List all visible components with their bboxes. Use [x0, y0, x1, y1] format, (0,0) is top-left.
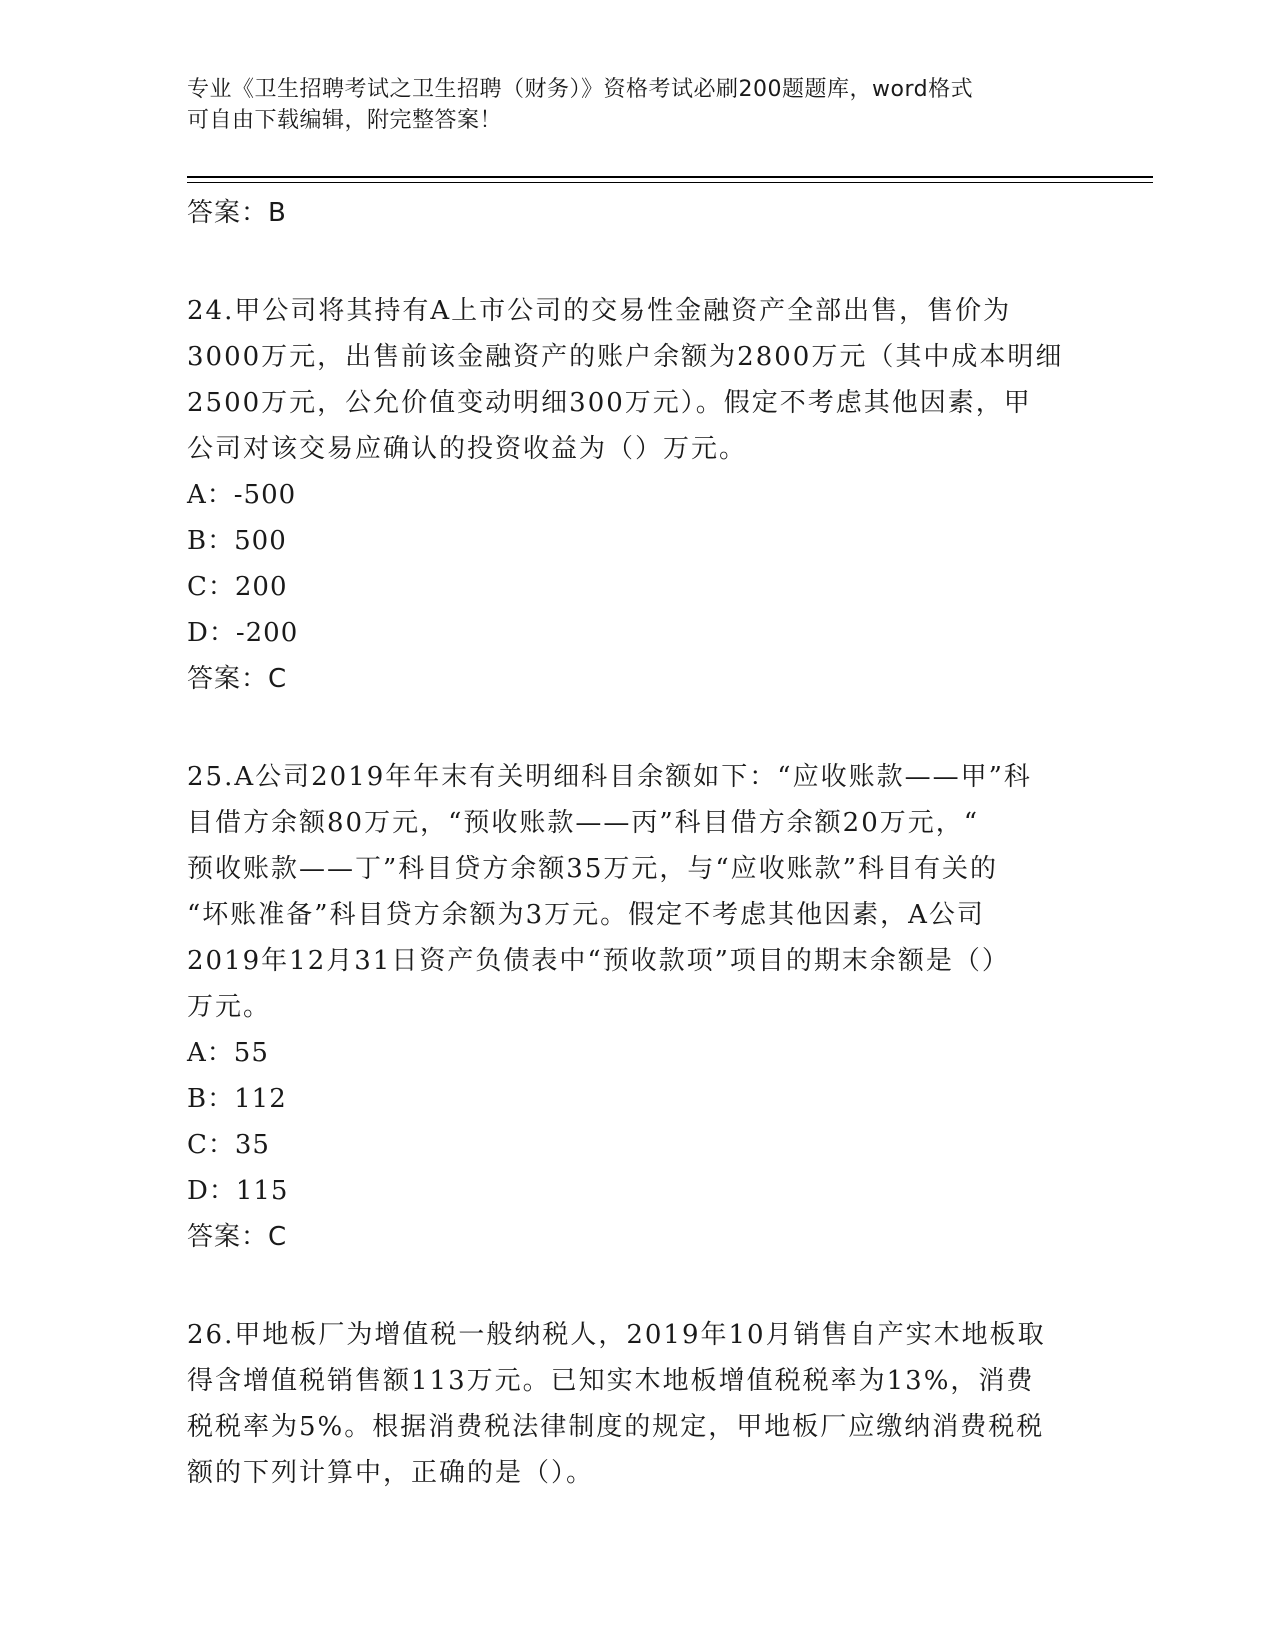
- question-line: 预收账款——丁”科目贷方余额35万元，与“应收账款”科目有关的: [187, 854, 998, 884]
- question-line: 24.甲公司将其持有A上市公司的交易性金融资产全部出售，售价为: [187, 296, 1012, 326]
- option-a: A：55: [187, 1038, 269, 1068]
- question-line: 得含增值税销售额113万元。已知实木地板增值税税率为13%，消费: [187, 1366, 1035, 1396]
- option-c: C：35: [187, 1130, 270, 1160]
- question-line: 税税率为5%。根据消费税法律制度的规定，甲地板厂应缴纳消费税税: [187, 1412, 1045, 1442]
- option-b: B：500: [187, 526, 287, 556]
- question-26: [187, 1312, 1087, 1496]
- question-24: [187, 288, 1087, 702]
- question-line: 2500万元，公允价值变动明细300万元）。假定不考虑其他因素，甲: [187, 388, 1032, 418]
- question-stem: [187, 754, 1087, 1030]
- question-list: [187, 190, 1087, 1496]
- document-header: [187, 74, 1067, 136]
- spacer: [187, 702, 1087, 754]
- question-line: 额的下列计算中，正确的是（）。: [187, 1458, 595, 1488]
- option-d: D：-200: [187, 618, 299, 648]
- option-d: D：115: [187, 1176, 289, 1206]
- previous-answer: 答案：B: [187, 198, 287, 228]
- question-line: 目借方余额80万元，“预收账款——丙”科目借方余额20万元，“: [187, 808, 980, 838]
- answer: 答案：C: [187, 1222, 288, 1252]
- question-line: 公司对该交易应确认的投资收益为（）万元。: [187, 434, 748, 464]
- question-25: [187, 754, 1087, 1260]
- question-line: “坏账准备”科目贷方余额为3万元。假定不考虑其他因素，A公司: [187, 900, 985, 930]
- spacer: [187, 236, 1087, 288]
- question-line: 25.A公司2019年年末有关明细科目余额如下：“应收账款——甲”科: [187, 762, 1032, 792]
- option-a: A：-500: [187, 480, 297, 510]
- header-line-1: 专业《卫生招聘考试之卫生招聘（财务）》资格考试必刷200题题库，word格式: [187, 77, 974, 102]
- header-divider-thick: [187, 176, 1153, 178]
- spacer: [187, 1260, 1087, 1312]
- question-line: 26.甲地板厂为增值税一般纳税人，2019年10月销售自产实木地板取: [187, 1320, 1046, 1350]
- question-stem: [187, 288, 1087, 472]
- answer: 答案：C: [187, 664, 288, 694]
- option-b: B：112: [187, 1084, 287, 1114]
- question-line: 2019年12月31日资产负债表中“预收款项”项目的期末余额是（）: [187, 946, 1010, 976]
- question-line: 万元。: [187, 992, 272, 1022]
- question-stem: [187, 1312, 1087, 1496]
- header-divider-thin: [187, 182, 1153, 183]
- question-line: 3000万元，出售前该金融资产的账户余额为2800万元（其中成本明细: [187, 342, 1064, 372]
- option-c: C：200: [187, 572, 288, 602]
- header-line-2: 可自由下载编辑，附完整答案！: [187, 108, 503, 133]
